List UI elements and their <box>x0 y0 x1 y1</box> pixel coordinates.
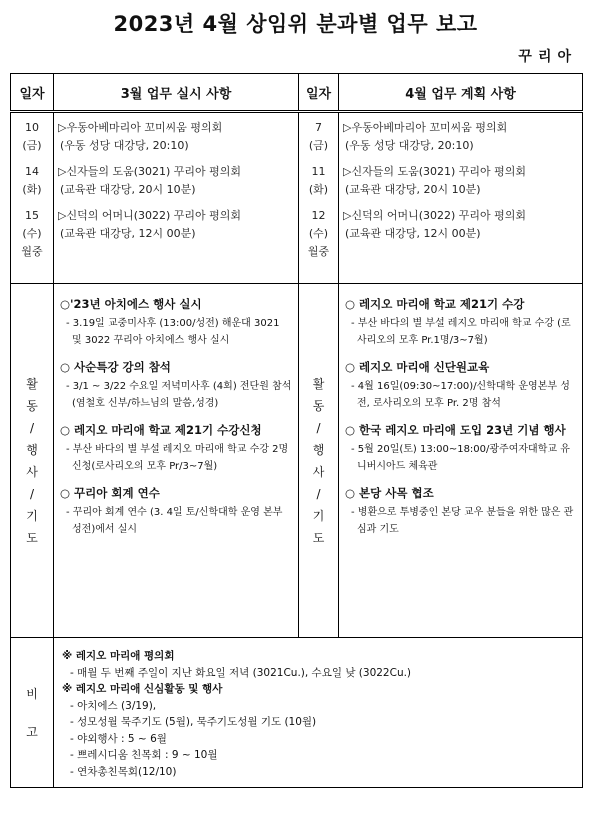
remark-item: - 매월 두 번째 주일이 지난 화요일 저녁 (3021Cu.), 수요일 낮 (3022Cu.) <box>70 666 412 679</box>
page-title: 2023년 4월 상임위 분과별 업무 보고 <box>113 12 478 36</box>
activity-label-2: 활 동 / 행 사 / 기 도 <box>299 284 339 638</box>
activity-heading: ○ 레지오 마리애 학교 제21기 수강신청 <box>60 423 262 437</box>
april-activities <box>339 284 583 638</box>
activity-heading: ○'23년 아치에스 행사 실시 <box>60 297 202 311</box>
remarks-content <box>54 638 583 788</box>
activity-heading: ○ 레지오 마리애 학교 제21기 수강 <box>345 297 525 311</box>
activity-detail: - 꾸리아 회계 연수 (3. 4일 토/신학대학 운영 본부 성전)에서 실시 <box>66 507 283 535</box>
activity-heading: ○ 한국 레지오 마리애 도입 23년 기념 행사 <box>345 423 566 437</box>
schedule-item: ▷우동아베마리아 꼬미씨움 평의회 (우동 성당 대강당, 20:10) <box>58 121 223 152</box>
remark-item: - 야외행사 : 5 ~ 6월 <box>70 732 167 745</box>
april-schedule <box>339 112 583 284</box>
activity-detail: - 부산 바다의 별 부설 레지오 마리애 학교 수강 2명 신청(로사리오의 모후 Pr/3~7월) <box>66 444 289 472</box>
remark-item: - 쁘레시디움 친목회 : 9 ~ 10월 <box>70 749 218 761</box>
remarks-row <box>11 638 583 788</box>
march-schedule <box>54 112 299 284</box>
activity-detail: - 5월 20일(토) 13:00~18:00/광주여자대학교 유니버시아드 체육관 <box>351 444 570 472</box>
schedule-item: ▷신덕의 어머니(3022) 꾸리아 평의회 (교육관 대강당, 12시 00분) <box>58 209 242 240</box>
activity-detail: - 3/1 ~ 3/22 수요일 저녁미사후 (4회) 전단원 참석(염철호 신부/하느님의 말씀,성경) <box>66 381 292 409</box>
header-date-2: 일자 <box>299 74 339 112</box>
org-name: 꾸리아 <box>518 49 577 65</box>
activity-detail: - 4월 16일(09:30~17:00)/신학대학 운영본부 성전, 로사리오의 모후 Pr. 2명 참석 <box>351 381 570 409</box>
remark-heading: ※ 레지오 마리애 신심활동 및 행사 <box>62 683 223 695</box>
activity-heading: ○ 레지오 마리애 신단원교육 <box>345 360 490 374</box>
header-march-done: 3월 업무 실시 사항 <box>54 74 299 112</box>
schedule-item: ▷우동아베마리아 꼬미씨움 평의회 (우동 성당 대강당, 20:10) <box>343 121 508 152</box>
activity-detail: - 병환으로 투병중인 본당 교우 분들을 위한 많은 관심과 기도 <box>351 507 574 535</box>
remark-item: - 아치에스 (3/19), <box>70 699 157 712</box>
remark-heading: ※ 레지오 마리애 평의회 <box>62 650 175 662</box>
activity-heading: ○ 사순특강 강의 참석 <box>60 360 171 374</box>
activity-detail: - 3.19일 교중미사후 (13:00/성전) 해운대 3021 및 3022 꾸리아 아치에스 행사 실시 <box>66 318 280 346</box>
remarks-label: 비 고 <box>11 638 54 788</box>
schedule-item: ▷신덕의 어머니(3022) 꾸리아 평의회 (교육관 대강당, 12시 00분) <box>343 209 527 240</box>
report-table <box>10 73 583 788</box>
april-dates <box>299 112 339 284</box>
date-entry: 7 (금) <box>308 121 329 152</box>
header-date: 일자 <box>11 74 54 112</box>
march-activities <box>54 284 299 638</box>
activity-detail: - 부산 바다의 별 부설 레지오 마리애 학교 수강 (로사리오의 모후 Pr.1명/3~7월) <box>351 318 571 346</box>
remark-item: - 성모성월 묵주기도 (5월), 묵주기도성월 기도 (10월) <box>70 716 317 728</box>
header-row <box>11 74 583 112</box>
date-entry: 15 (수) 월중 <box>21 209 43 258</box>
schedule-row <box>11 112 583 284</box>
activity-row <box>11 284 583 638</box>
date-entry: 10 (금) <box>22 121 42 152</box>
date-entry: 14 (화) <box>22 165 42 196</box>
remark-item: - 연차총친목회(12/10) <box>70 765 177 778</box>
activity-label: 활 동 / 행 사 / 기 도 <box>11 284 54 638</box>
activity-heading: ○ 꾸리아 회계 연수 <box>60 486 160 500</box>
activity-heading: ○ 본당 사목 협조 <box>345 486 434 500</box>
schedule-item: ▷신자들의 도움(3021) 꾸리아 평의회 (교육관 대강당, 20시 10분) <box>343 165 527 196</box>
schedule-item: ▷신자들의 도움(3021) 꾸리아 평의회 (교육관 대강당, 20시 10분) <box>58 165 242 196</box>
march-dates <box>11 112 54 284</box>
date-entry: 11 (화) <box>308 165 329 196</box>
date-entry: 12 (수) 월중 <box>307 209 330 258</box>
header-april-plan: 4월 업무 계획 사항 <box>339 74 583 112</box>
